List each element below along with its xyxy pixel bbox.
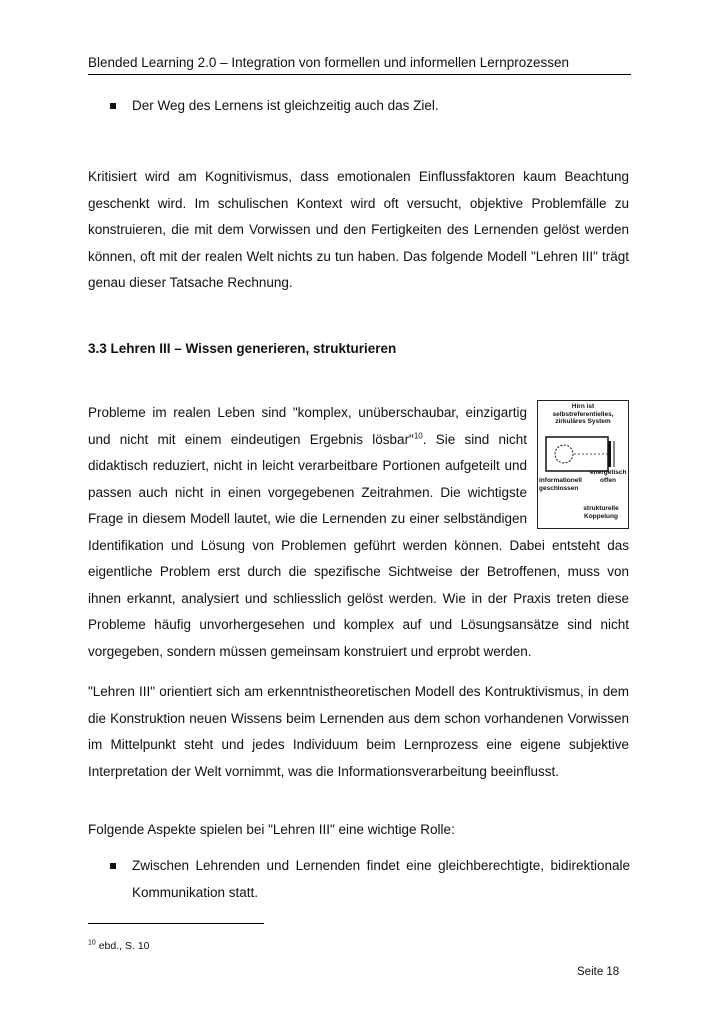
bullet-square-icon: [110, 103, 116, 109]
running-header: Blended Learning 2.0 – Integration von formellen und informellen Lernprozessen: [88, 55, 631, 75]
footnote-number: 10: [88, 939, 96, 947]
para-text-part1: Probleme im realen Leben sind "komplex, unüberschaubar, einzigartig und nicht mit einem eindeutigen Ergebnis lösbar": [88, 405, 527, 447]
footnote-rule: [88, 923, 264, 924]
figure-label-coupling: strukturelle Koppelung: [583, 505, 619, 520]
figure-label-system: Hirn ist selbstreferentielles, zirkuläres System: [552, 403, 614, 425]
figure-label-info: informationell geschlossen: [539, 477, 582, 492]
bullet-text: Zwischen Lehrenden und Lernenden findet eine gleichberechtigte, bidirektionale Kommunikation statt.: [132, 858, 630, 900]
bullet-text: Der Weg des Lernens ist gleichzeitig auch das Ziel.: [132, 98, 439, 113]
footnote: [88, 940, 150, 952]
paragraph-probleme: [88, 400, 629, 665]
paragraph-aspekte: Folgende Aspekte spielen bei "Lehren III" eine wichtige Rolle:: [88, 822, 455, 837]
paragraph-lehren-iii: "Lehren III" orientiert sich am erkenntnistheoretischen Modell des Kontruktivismus, in dem die Konstruktion neuen Wissens beim Lernenden aus dem schon vorhandenen Vorwissen im Mittelpunkt steht und jedes Individuum beim Lernprozess eine eigene subjektive Interpretation der Welt vornimmt, was die Informationsverarbeitung beeinflusst.: [88, 684, 629, 779]
para-text-part2: . Sie sind nicht didaktisch reduziert, nicht in leicht verarbeitbare Portionen aufgeteilt und passen auch nicht in einen vorgegebenen Zeitrahmen. Die wichtigste Frage in diesem Modell lautet, wie die Lernenden zu einer selbständigen Identifikation und Lösung von Problemen geführt werden können. Dabei entsteht das eigentliche Problem erst durch die spezifische Sichtweise der Betroffenen, muss von ihnen erkannt, analysiert und schliesslich gelöst werden. Wie in der Praxis treten diese Probleme häufig unvorhergesehen und komplex auf und Lösungsansätze sind nicht vorgegeben, sondern müssen gemeinsam konstruiert und erprobt werden.: [88, 431, 629, 659]
figure-system-diagram: [537, 400, 629, 529]
bullet-square-icon: [110, 863, 116, 869]
footnote-text: ebd., S. 10: [98, 940, 150, 952]
paragraph-kognitivismus: Kritisiert wird am Kognitivismus, dass emotionalen Einflussfaktoren kaum Beachtung geschenkt wird. Im schulischen Kontext wird oft versucht, objektive Problemfälle zu konstruieren, die mit dem Vorwissen und den Fertigkeiten des Lernenden gelöst werden können, oft mit der realen Welt nichts zu tun haben. Das folgende Modell "Lehren III" trägt genau dieser Tatsache Rechnung.: [88, 169, 629, 290]
section-heading: 3.3 Lehren III – Wissen generieren, strukturieren: [88, 341, 397, 356]
figure-label-energy: energetisch offen: [590, 469, 627, 484]
page-number: Seite 18: [577, 966, 620, 978]
footnote-reference: 10: [413, 431, 423, 440]
